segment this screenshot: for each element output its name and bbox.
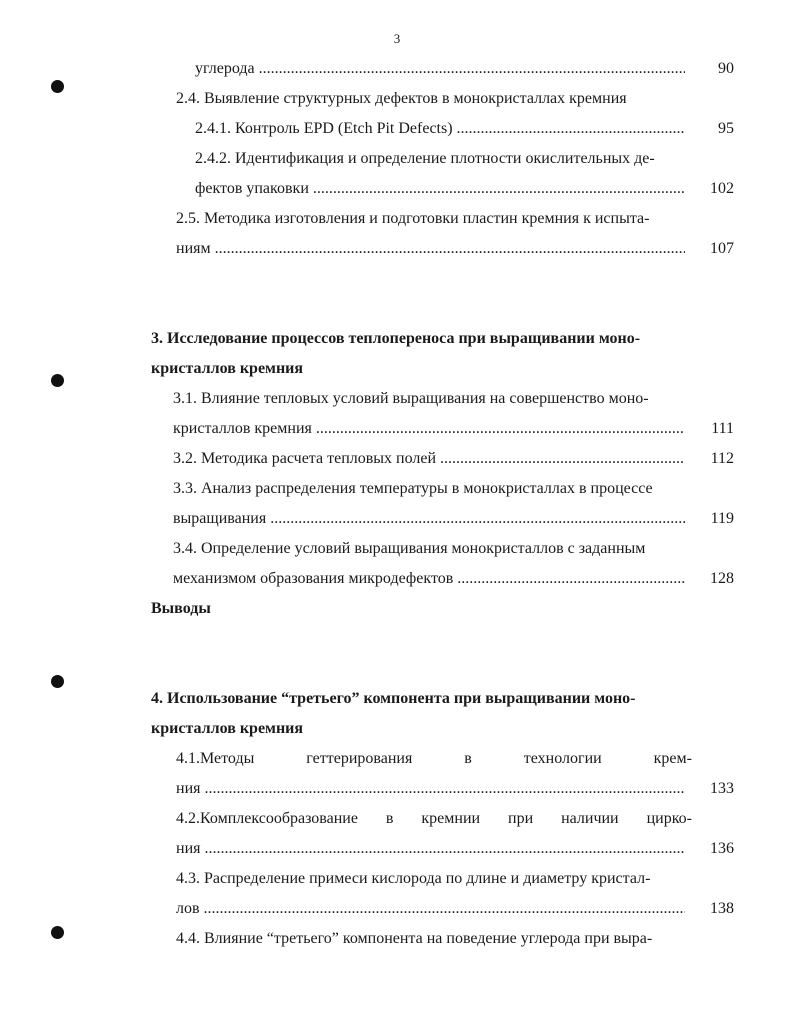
word: кремнии (421, 810, 481, 827)
toc-entry-text-line2: выращивания ..... (173, 509, 685, 529)
toc-entry-2-4[interactable]: 2.4. Выявление структурных дефектов в монокристаллах кремния (176, 90, 627, 107)
binder-hole-bullet (51, 926, 64, 939)
toc-entry-text: 3.2. Методика расчета тепловых полей ..... (173, 449, 685, 469)
word: цирко- (646, 810, 692, 827)
toc-entry-text-line2: лов ..... (176, 899, 685, 919)
word: в (464, 750, 472, 767)
word: 4.1.Методы (176, 750, 255, 767)
toc-page-number: 107 (710, 240, 734, 257)
toc-page-number: 112 (710, 450, 734, 467)
toc-page-number: 102 (710, 180, 734, 197)
chapter-heading-line1: 4. Использование “третьего” компонента при выращивании моно- (151, 690, 636, 707)
word: крем- (653, 750, 692, 767)
binder-hole-bullet (51, 675, 64, 688)
toc-entry-text-line1: 3.3. Анализ распределения температуры в монокристаллах в процессе (173, 480, 653, 497)
toc-page-number: 90 (718, 60, 734, 77)
page-number: 3 (393, 31, 401, 46)
toc-entry-text-line1 (176, 809, 692, 829)
toc-entry-text-line1: 3.4. Определение условий выращивания монокристаллов с заданным (173, 540, 646, 557)
toc-page-number: 111 (711, 420, 734, 437)
chapter-heading-line1: 3. Исследование процессов теплопереноса при выращивании моно- (151, 330, 641, 347)
toc-conclusions[interactable]: Выводы (151, 600, 211, 617)
binder-hole-bullet (51, 80, 64, 93)
toc-page-number: 95 (718, 120, 734, 137)
toc-entry-text: 2.4.1. Контроль EPD (Etch Pit Defects) ..... (195, 119, 685, 139)
toc-entry-text-line1: 3.1. Влияние тепловых условий выращивания на совершенство моно- (173, 390, 649, 407)
word: 4.2.Комплексообразование (176, 810, 358, 827)
word: наличии (561, 810, 619, 827)
toc-page-number: 133 (710, 780, 734, 797)
toc-entry-text-line2: ния ..... (176, 779, 685, 799)
word: геттерирования (306, 750, 413, 767)
toc-entry-text-line2: ния ..... (176, 839, 685, 859)
toc-page-number: 136 (710, 840, 734, 857)
word: при (508, 810, 534, 827)
chapter-heading-line2: кристаллов кремния (151, 360, 304, 377)
word: технологии (523, 750, 602, 767)
toc-entry-text-line1: 2.4.2. Идентификация и определение плотности окислительных де- (195, 150, 655, 167)
toc-entry-text-line2: кристаллов кремния ..... (173, 419, 685, 439)
toc-entry-text-line2: механизмом образования микродефектов ..... (173, 569, 685, 589)
binder-hole-bullet (51, 374, 64, 387)
toc-entry-text: углерода ..... (195, 59, 685, 79)
word: в (385, 810, 394, 827)
chapter-heading-line2: кристаллов кремния (151, 720, 304, 737)
toc-entry-text-line2: фектов упаковки ..... (195, 179, 685, 199)
toc-page-number: 119 (710, 510, 734, 527)
toc-entry-4-4[interactable]: 4.4. Влияние “третьего” компонента на поведение углерода при выра- (176, 930, 653, 947)
toc-page-number: 138 (710, 900, 734, 917)
toc-page-number: 128 (710, 570, 734, 587)
toc-entry-text-line1: 2.5. Методика изготовления и подготовки пластин кремния к испыта- (176, 210, 650, 227)
toc-entry-text-line2: ниям ..... (176, 239, 685, 259)
toc-entry-text-line1 (176, 749, 692, 769)
toc-entry-text-line1: 4.3. Распределение примеси кислорода по длине и диаметру кристал- (176, 870, 651, 887)
